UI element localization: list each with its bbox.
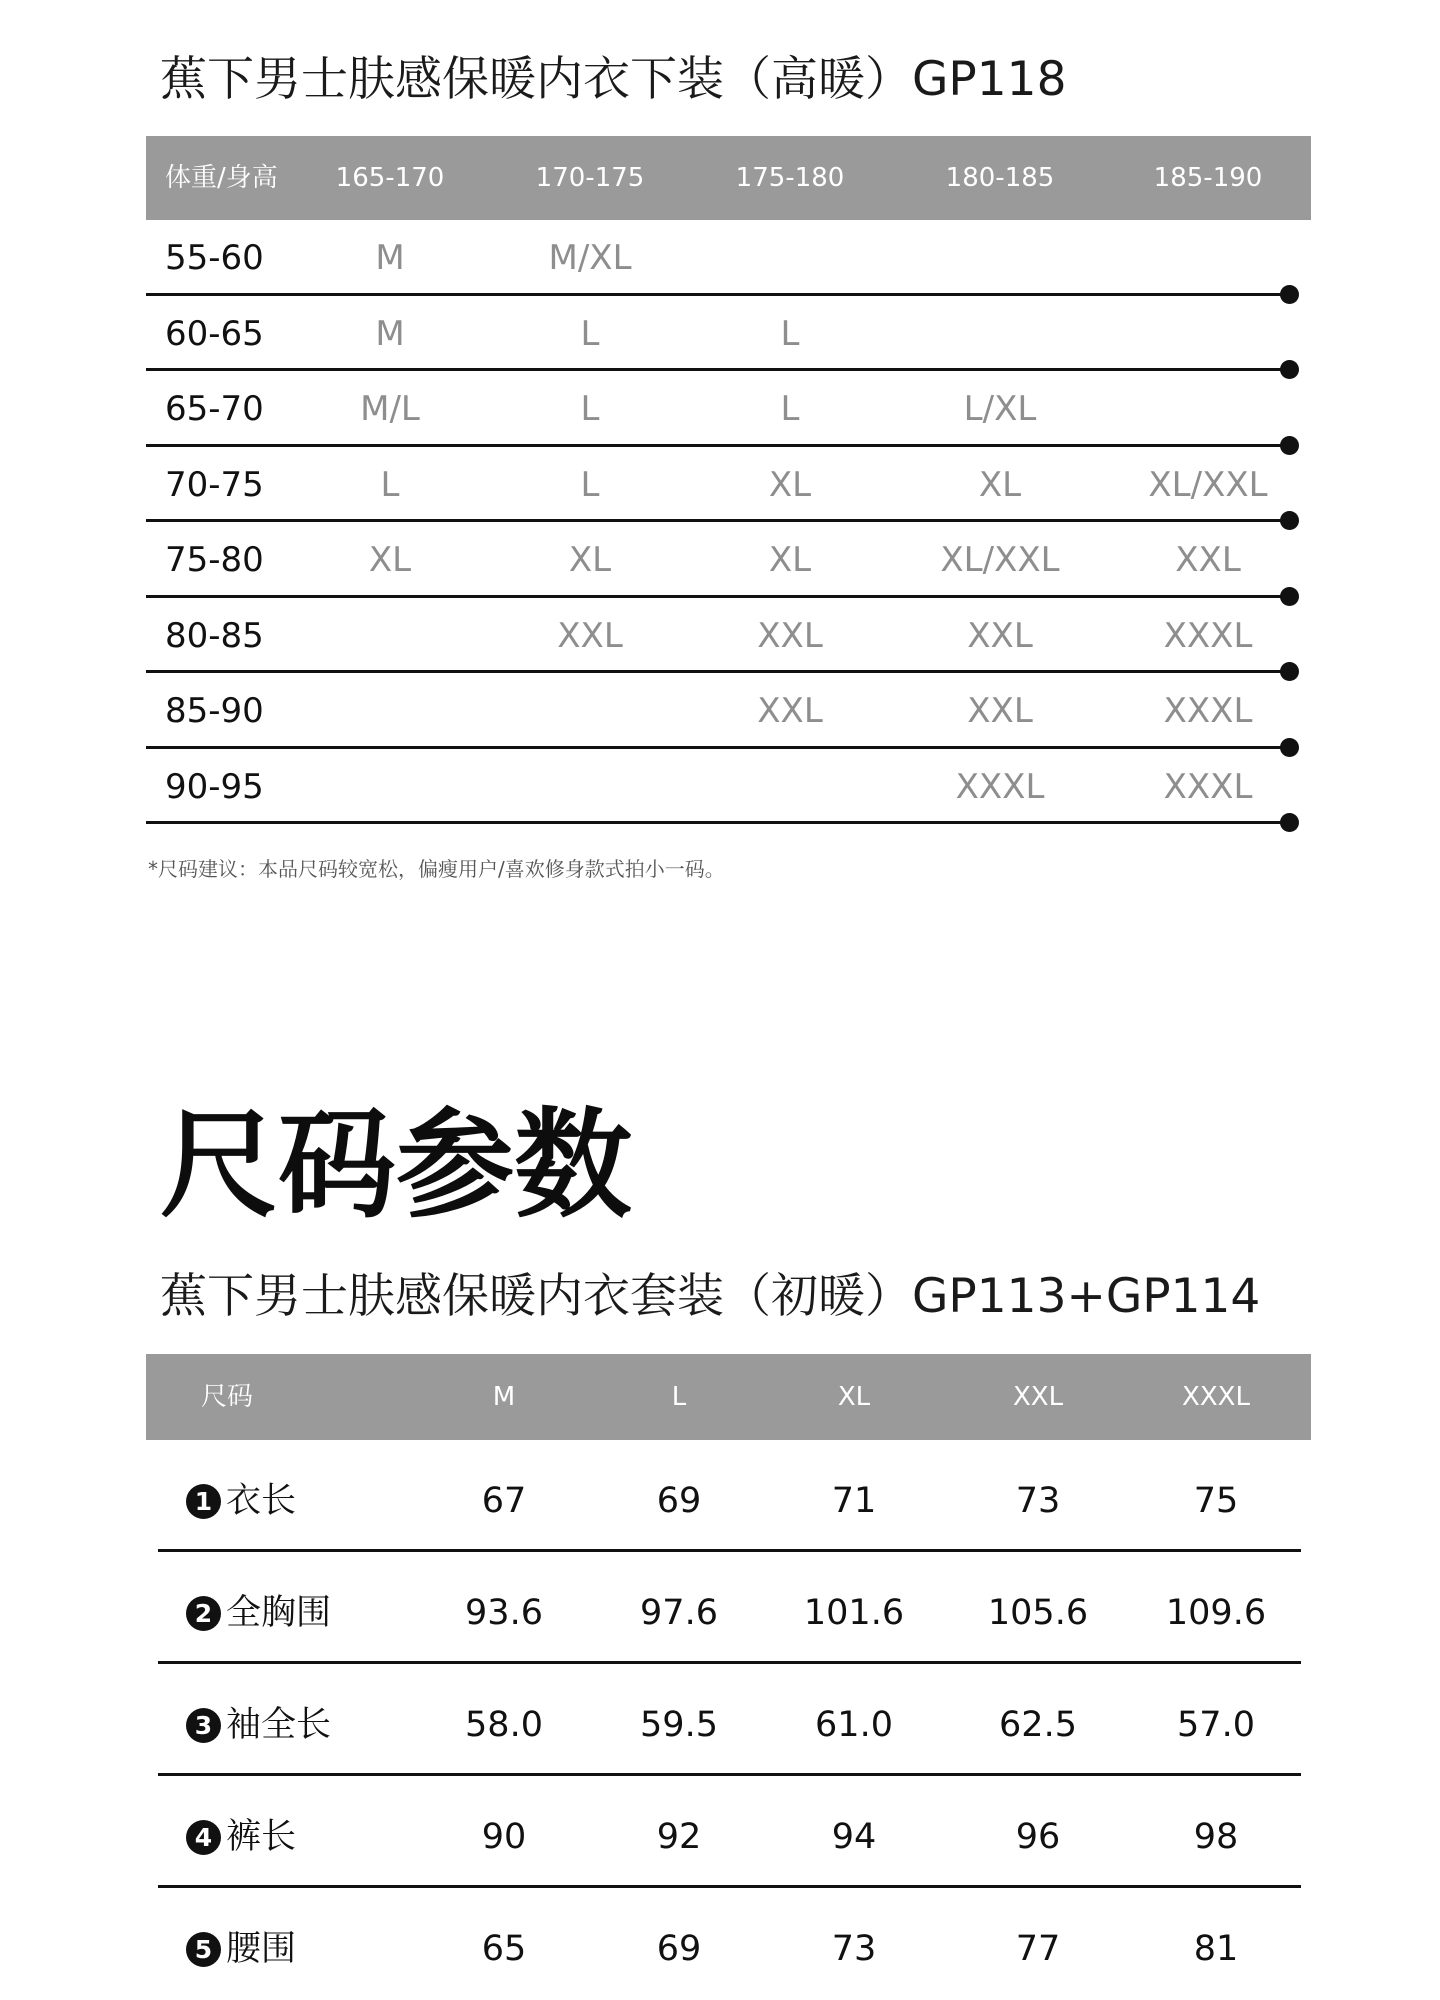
header-cell: XXXL <box>1182 1382 1250 1412</box>
measurement-value: 58.0 <box>465 1705 543 1745</box>
weight-range: 60-65 <box>165 313 264 354</box>
size-cell: XXL <box>967 691 1033 731</box>
measurement-value: 73 <box>1015 1481 1061 1521</box>
measurement-value: 77 <box>1015 1929 1061 1969</box>
measurement-label <box>186 1704 331 1746</box>
table-row <box>146 749 1311 825</box>
table-row <box>146 522 1311 598</box>
size-cell: L <box>580 389 600 429</box>
measurement-value: 105.6 <box>987 1593 1089 1633</box>
size-chart-body <box>146 220 1311 824</box>
measurement-value: 71 <box>831 1481 877 1521</box>
size-cell: L <box>780 313 800 354</box>
row-end-dot <box>1280 813 1299 832</box>
size-cell: XL <box>978 464 1022 505</box>
measurement-value: 65 <box>481 1929 527 1969</box>
table-row <box>146 220 1311 296</box>
measurement-value: 75 <box>1193 1481 1239 1521</box>
row-divider <box>146 821 1287 824</box>
table-row <box>146 598 1311 674</box>
size-cell: XL <box>768 464 812 505</box>
header-cell: 体重/身高 <box>165 163 278 193</box>
measurement-value: 59.5 <box>640 1705 718 1745</box>
size-cell: M/XL <box>548 238 632 278</box>
header-cell: 175-180 <box>735 163 845 193</box>
header-cell: XL <box>837 1382 871 1412</box>
table-row <box>146 1552 1311 1664</box>
measurement-value: 97.6 <box>640 1593 718 1633</box>
section2-title: 蕉下男士肤感保暖内衣套装（初暖）GP113+GP114 <box>160 1269 1261 1324</box>
measurement-table-body <box>146 1440 1311 2000</box>
measurement-value: 94 <box>831 1817 877 1857</box>
size-cell: XXXL <box>1163 691 1253 731</box>
number-badge: 5 <box>186 1932 221 1967</box>
measurement-value: 67 <box>481 1481 527 1521</box>
size-cell: M/L <box>360 389 420 429</box>
header-cell: 185-190 <box>1153 163 1263 193</box>
section1-title: 蕉下男士肤感保暖内衣下装（高暖）GP118 <box>160 52 1067 107</box>
size-cell: L <box>380 464 400 505</box>
size-cell: L/XL <box>963 389 1037 429</box>
table-row <box>146 673 1311 749</box>
size-cell: XL/XXL <box>940 540 1060 580</box>
measurement-value: 69 <box>656 1929 702 1969</box>
size-chart-header <box>146 136 1311 220</box>
size-cell: L <box>580 313 600 354</box>
measurement-value: 57.0 <box>1177 1705 1255 1745</box>
measurement-value: 101.6 <box>803 1593 905 1633</box>
measurement-name: 全胸围 <box>226 1593 332 1633</box>
size-cell: L <box>780 389 800 429</box>
measurement-value: 61.0 <box>815 1705 893 1745</box>
measurement-value: 96 <box>1015 1817 1061 1857</box>
measurement-label <box>186 1928 296 1970</box>
table-row <box>146 1888 1311 2000</box>
size-cell: XXL <box>557 615 623 656</box>
measurement-label <box>186 1480 296 1522</box>
measurement-value: 81 <box>1193 1929 1239 1969</box>
size-cell: M <box>375 313 405 354</box>
header-cell: 170-175 <box>535 163 645 193</box>
table-row <box>146 1664 1311 1776</box>
measurement-name: 腰围 <box>226 1929 297 1969</box>
weight-range: 55-60 <box>165 238 264 278</box>
measurement-value: 92 <box>656 1817 702 1857</box>
measurement-value: 69 <box>656 1481 702 1521</box>
measurement-label <box>186 1816 296 1858</box>
measurement-value: 62.5 <box>999 1705 1077 1745</box>
header-cell: 尺码 <box>201 1382 254 1412</box>
measurement-label <box>186 1592 331 1634</box>
weight-range: 90-95 <box>165 766 264 807</box>
size-cell: XXL <box>757 615 823 656</box>
table-row <box>146 1776 1311 1888</box>
size-cell: XL <box>568 540 612 580</box>
number-badge: 2 <box>186 1596 221 1631</box>
table-row <box>146 447 1311 523</box>
size-note: *尺码建议：本品尺码较宽松，偏瘦用户/喜欢修身款式拍小一码。 <box>148 857 725 881</box>
size-cell: L <box>580 464 600 505</box>
header-cell: L <box>671 1382 687 1412</box>
measurement-name: 袖全长 <box>226 1705 332 1745</box>
table-row <box>146 1440 1311 1552</box>
header-cell: 180-185 <box>945 163 1055 193</box>
measurement-value: 73 <box>831 1929 877 1969</box>
table-row <box>146 371 1311 447</box>
measurement-table-header <box>146 1354 1311 1440</box>
weight-range: 85-90 <box>165 691 264 731</box>
header-cell: M <box>492 1382 516 1412</box>
size-cell: M <box>375 238 405 278</box>
header-cell: 165-170 <box>335 163 445 193</box>
table-row <box>146 296 1311 372</box>
weight-range: 65-70 <box>165 389 264 429</box>
size-cell: XXL <box>1175 540 1241 580</box>
measurement-name: 裤长 <box>226 1817 297 1857</box>
size-cell: XL/XXL <box>1148 464 1268 505</box>
weight-range: 70-75 <box>165 464 264 505</box>
measurement-value: 90 <box>481 1817 527 1857</box>
size-cell: XXXL <box>1163 766 1253 807</box>
size-cell: XL <box>768 540 812 580</box>
header-cell: XXL <box>1012 1382 1064 1412</box>
weight-range: 75-80 <box>165 540 264 580</box>
weight-range: 80-85 <box>165 615 264 656</box>
measurement-value: 109.6 <box>1165 1593 1267 1633</box>
measurement-value: 93.6 <box>465 1593 543 1633</box>
size-cell: XXL <box>967 615 1033 656</box>
size-cell: XXXL <box>955 766 1045 807</box>
measurement-name: 衣长 <box>226 1481 297 1521</box>
number-badge: 4 <box>186 1820 221 1855</box>
number-badge: 1 <box>186 1484 221 1519</box>
number-badge: 3 <box>186 1708 221 1743</box>
size-cell: XXL <box>757 691 823 731</box>
size-cell: XXXL <box>1163 615 1253 656</box>
page-heading: 尺码参数 <box>160 1096 633 1234</box>
size-cell: XL <box>368 540 412 580</box>
measurement-value: 98 <box>1193 1817 1239 1857</box>
